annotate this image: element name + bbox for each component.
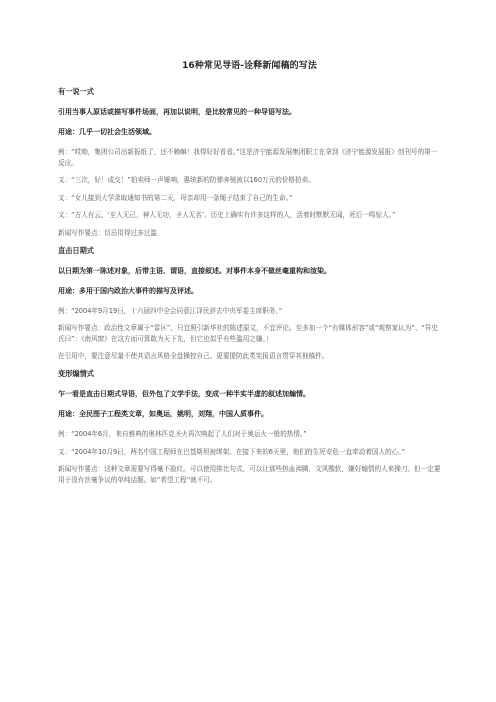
section-heading: 直击日期式: [58, 245, 94, 255]
paragraph: 又：“女儿接到大学录取通知书的第二天，母亲却用一条绳子结束了自己的生命。”: [58, 193, 293, 202]
paragraph: 例：“2004年6月，来自雅典的奥林匹克圣火再次唤起了人们对于奥运火一般的热情。”: [58, 429, 307, 438]
section-lead: 以日期为第一陈述对象，后带主语、谓语，直接叙述。对事件本身不做丝毫重构和渲染。: [58, 266, 331, 275]
document-title: 16种常见导语-诠释新闻稿的写法: [182, 61, 317, 71]
section-usage: 用途：多用于国内政治大事件的描写及评述。: [58, 286, 198, 295]
paragraph: 例：“哎呦，集团公司出新报纸了，还不赖嘛！我得好好看看。”这是济宁能源发展集团职工在拿到《济宁能源发展报》创刊号的第一反应。: [58, 148, 438, 167]
section-heading: 变形煽情式: [58, 368, 94, 378]
section-usage: 用途：全民图子工程类文章，如奥运，姚明，刘翔，中国人质事件。: [58, 409, 268, 418]
paragraph: 新闻写作要点：切忌用得过多过滥: [58, 228, 157, 237]
paragraph: 又：“古人有云，‘至人无己，神人无功，圣人无名’。历史上确实有许多这样的人，活着时默默无闻，死后一鸣惊人。”: [58, 211, 396, 220]
section-1: [58, 87, 441, 239]
section-usage: 用途：几乎一切社会生活领域。: [58, 128, 156, 136]
paragraph: 新闻写作要点：这种文章需要写得毫不脸红。可以使用排比句式，可以让那些热血沸腾，文风酸软，嫌好煽情的人来操刀。但一定要用于没有丝毫争议的单纯话题。如“希望工程”就不可。: [58, 465, 441, 484]
paragraph: 新闻写作要点：政治性文章属于“雷区”，只宜照引新华社的陈述原文，不宜评论。至多加一个“有媒体形容”或“观察家认为”、“异史氏曰”：《南风窗》在这方面可算敢为天下先，但它也似乎有些滥用之嫌。）: [58, 324, 438, 343]
section-lead: 乍一看是直击日期式导语，但外包了文学手法，变成一种半实半虚的叙述加煽情。: [58, 389, 310, 398]
paragraph: 例：“2004年9月19日，十六届四中全会同意江泽民辞去中央军委主席职务。”: [58, 306, 283, 315]
section-heading: 有一说一式: [58, 87, 94, 96]
paragraph: 又：“2004年10月9日，两名中国工程师在巴基斯坦被绑架。在接下来的6天里，他们的生死安危一直牵动着国人的心。”: [58, 447, 405, 456]
section-lead: 引用当事人原话或描写事件场面，再加以说明，是比较常见的一种导语写法。: [58, 108, 296, 116]
paragraph: 在引用中，要注意尽量不使其语言风格全盘操控自己。更要提防此类宪报语言贯穿其他稿件。: [58, 352, 329, 361]
section-3: [58, 369, 441, 485]
paragraph: 又：“三次，好！成交！”拍卖师一声锤响，惠统新的防弹奔驰被以160万元的价格拍卖。: [58, 176, 315, 185]
section-2: [58, 246, 441, 362]
